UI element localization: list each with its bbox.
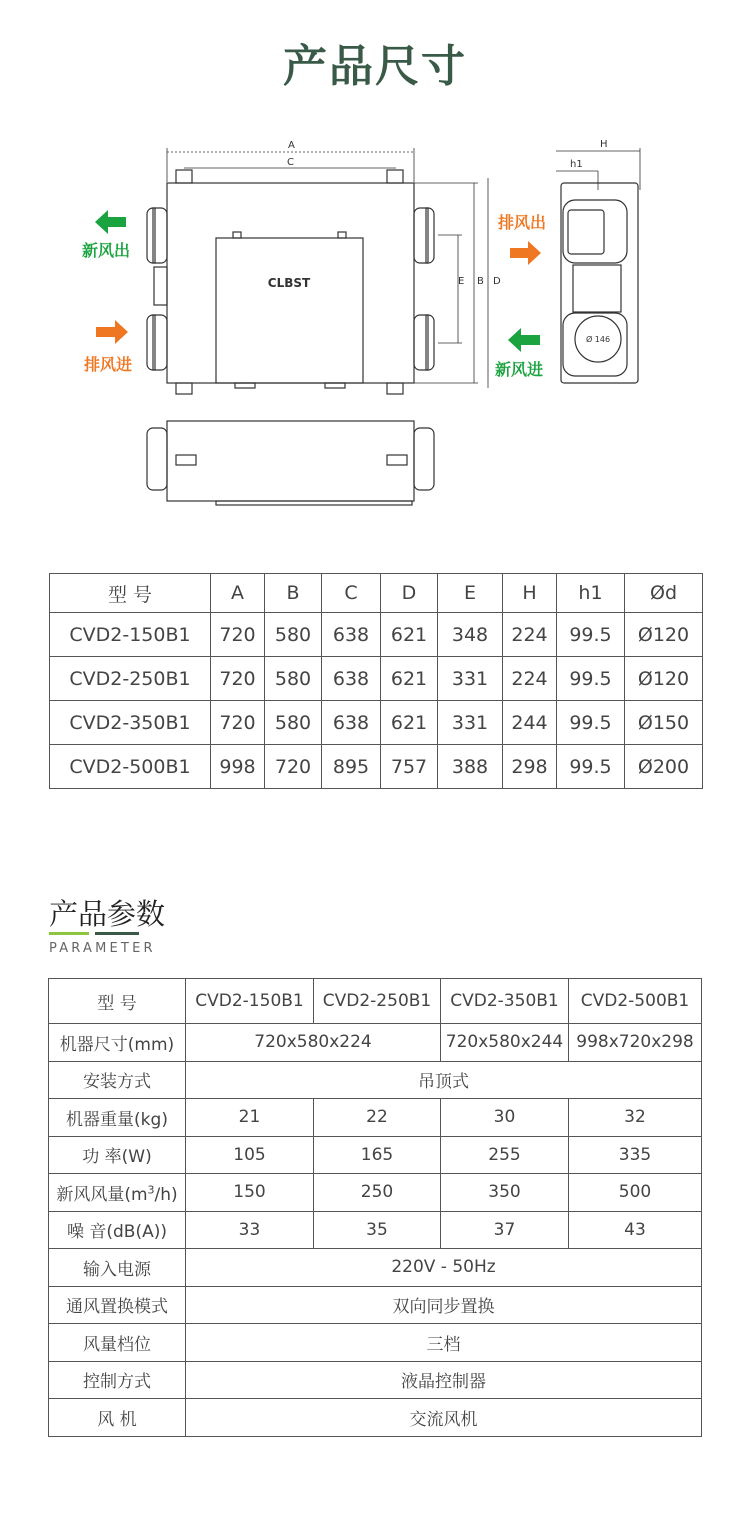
- table-row: [50, 701, 703, 745]
- table-cell: Ø120: [625, 613, 703, 657]
- table-cell: 液晶控制器: [186, 1361, 702, 1399]
- table-cell: 720: [211, 657, 265, 701]
- table-row: [49, 1249, 702, 1287]
- table-cell: 350: [441, 1174, 569, 1212]
- table-cell: 21: [186, 1099, 314, 1137]
- accent-bar-dark: [95, 932, 139, 935]
- dim-label-c: C: [287, 157, 294, 168]
- params-header-model: CVD2-150B1: [186, 979, 314, 1024]
- table-cell: Ø150: [625, 701, 703, 745]
- table-cell: CVD2-250B1: [50, 657, 211, 701]
- table-cell: 双向同步置换: [186, 1286, 702, 1324]
- exhaust-in-label: 排风进: [84, 355, 133, 374]
- params-header-model: CVD2-250B1: [314, 979, 441, 1024]
- table-cell: 348: [438, 613, 503, 657]
- table-cell: 105: [186, 1136, 314, 1174]
- params-section-title: 产品参数: [49, 897, 166, 931]
- table-cell: 638: [322, 613, 381, 657]
- row-label: 机器尺寸(mm): [49, 1024, 186, 1062]
- dim-header-c: C: [322, 574, 381, 613]
- table-cell: 621: [381, 701, 438, 745]
- row-label: 功 率(W): [49, 1136, 186, 1174]
- params-header-model-label: 型 号: [49, 979, 186, 1024]
- table-cell: 331: [438, 701, 503, 745]
- duct-diameter-label: Ø 146: [585, 335, 611, 344]
- arrow-right-orange-icon: [510, 241, 541, 265]
- airflow-label-prefix: 新风风量(m: [56, 1184, 148, 1205]
- table-cell: 388: [438, 745, 503, 789]
- table-cell: 220V - 50Hz: [186, 1249, 702, 1287]
- table-cell: 255: [441, 1136, 569, 1174]
- fresh-air-in-label: 新风进: [495, 360, 544, 379]
- arrow-left-green-icon: [95, 210, 126, 234]
- dim-label-a: A: [288, 140, 295, 151]
- params-header-model: CVD2-350B1: [441, 979, 569, 1024]
- dim-header-h: H: [503, 574, 557, 613]
- row-label: 噪 音(dB(A)): [49, 1211, 186, 1249]
- dim-header-d: D: [381, 574, 438, 613]
- table-cell: 720: [211, 701, 265, 745]
- table-cell: CVD2-350B1: [50, 701, 211, 745]
- table-cell: 99.5: [557, 613, 625, 657]
- table-cell: 150: [186, 1174, 314, 1212]
- table-cell: 99.5: [557, 745, 625, 789]
- table-cell: 22: [314, 1099, 441, 1137]
- row-label: 控制方式: [49, 1361, 186, 1399]
- arrow-left-green-icon: [508, 328, 540, 352]
- row-label: 通风置换模式: [49, 1286, 186, 1324]
- table-cell: 638: [322, 657, 381, 701]
- row-label: 机器重量(kg): [49, 1099, 186, 1137]
- dim-header-b: B: [265, 574, 322, 613]
- table-row: [49, 1361, 702, 1399]
- dim-header-diameter: Ød: [625, 574, 703, 613]
- table-cell: 720: [265, 745, 322, 789]
- accent-bar-green: [49, 932, 89, 935]
- table-cell: 交流风机: [186, 1399, 702, 1437]
- table-cell: 720x580x224: [186, 1024, 441, 1062]
- table-row: [49, 1286, 702, 1324]
- table-cell: 757: [381, 745, 438, 789]
- table-cell: 99.5: [557, 701, 625, 745]
- dim-label-h: H: [600, 139, 608, 150]
- table-row: [49, 1024, 702, 1062]
- table-cell: 250: [314, 1174, 441, 1212]
- table-cell: 33: [186, 1211, 314, 1249]
- table-cell: CVD2-500B1: [50, 745, 211, 789]
- table-row: [49, 1061, 702, 1099]
- table-cell: 298: [503, 745, 557, 789]
- table-cell: 37: [441, 1211, 569, 1249]
- params-table: [48, 978, 702, 1437]
- params-section-subtitle: PARAMETER: [49, 941, 156, 956]
- dimension-table-header: [50, 574, 703, 613]
- table-cell: 580: [265, 613, 322, 657]
- airflow-label-suffix: /h): [154, 1184, 178, 1205]
- dim-header-a: A: [211, 574, 265, 613]
- table-cell: 43: [569, 1211, 702, 1249]
- table-cell: 720: [211, 613, 265, 657]
- fresh-air-out-label: 新风出: [82, 241, 131, 260]
- params-table-header: [49, 979, 702, 1024]
- front-view-panel: [216, 238, 363, 383]
- table-row: [49, 1399, 702, 1437]
- table-cell: 224: [503, 657, 557, 701]
- airflow-label-sup: 3: [147, 1183, 155, 1197]
- table-cell: 621: [381, 613, 438, 657]
- table-row: [49, 1324, 702, 1362]
- table-cell: 335: [569, 1136, 702, 1174]
- table-cell: Ø200: [625, 745, 703, 789]
- row-label: [49, 1174, 186, 1212]
- arrow-right-orange-icon: [96, 320, 128, 344]
- table-row: [49, 1211, 702, 1249]
- dim-header-h1: h1: [557, 574, 625, 613]
- table-cell: Ø120: [625, 657, 703, 701]
- dim-label-d: D: [493, 276, 501, 287]
- table-cell: 998x720x298: [569, 1024, 702, 1062]
- table-row: [49, 1136, 702, 1174]
- table-cell: 720x580x244: [441, 1024, 569, 1062]
- table-cell: 580: [265, 701, 322, 745]
- table-cell: 244: [503, 701, 557, 745]
- product-dimension-diagram: [0, 130, 750, 520]
- table-cell: 500: [569, 1174, 702, 1212]
- bottom-view-body: [167, 421, 414, 501]
- row-label: 风量档位: [49, 1324, 186, 1362]
- table-row: [50, 745, 703, 789]
- params-header-model: CVD2-500B1: [569, 979, 702, 1024]
- table-row: [49, 1174, 702, 1212]
- page-title: 产品尺寸: [283, 41, 467, 92]
- table-cell: 621: [381, 657, 438, 701]
- table-cell: 32: [569, 1099, 702, 1137]
- dim-label-e: E: [458, 276, 465, 287]
- dim-header-model: 型 号: [50, 574, 211, 613]
- table-cell: 998: [211, 745, 265, 789]
- table-cell: 165: [314, 1136, 441, 1174]
- row-label: 输入电源: [49, 1249, 186, 1287]
- table-cell: 三档: [186, 1324, 702, 1362]
- dimension-table: [49, 573, 703, 789]
- table-cell: 895: [322, 745, 381, 789]
- row-label: 安装方式: [49, 1061, 186, 1099]
- dim-label-b: B: [477, 276, 484, 287]
- table-row: [50, 613, 703, 657]
- table-cell: 224: [503, 613, 557, 657]
- table-cell: 30: [441, 1099, 569, 1137]
- table-row: [50, 657, 703, 701]
- dim-label-h1: h1: [570, 159, 583, 170]
- table-cell: 99.5: [557, 657, 625, 701]
- table-cell: CVD2-150B1: [50, 613, 211, 657]
- table-cell: 吊顶式: [186, 1061, 702, 1099]
- table-cell: 35: [314, 1211, 441, 1249]
- table-cell: 331: [438, 657, 503, 701]
- table-row: [49, 1099, 702, 1137]
- exhaust-out-label: 排风出: [498, 213, 547, 232]
- brand-logo: CLBST: [267, 276, 311, 290]
- table-cell: 638: [322, 701, 381, 745]
- table-cell: 580: [265, 657, 322, 701]
- dim-header-e: E: [438, 574, 503, 613]
- row-label: 风 机: [49, 1399, 186, 1437]
